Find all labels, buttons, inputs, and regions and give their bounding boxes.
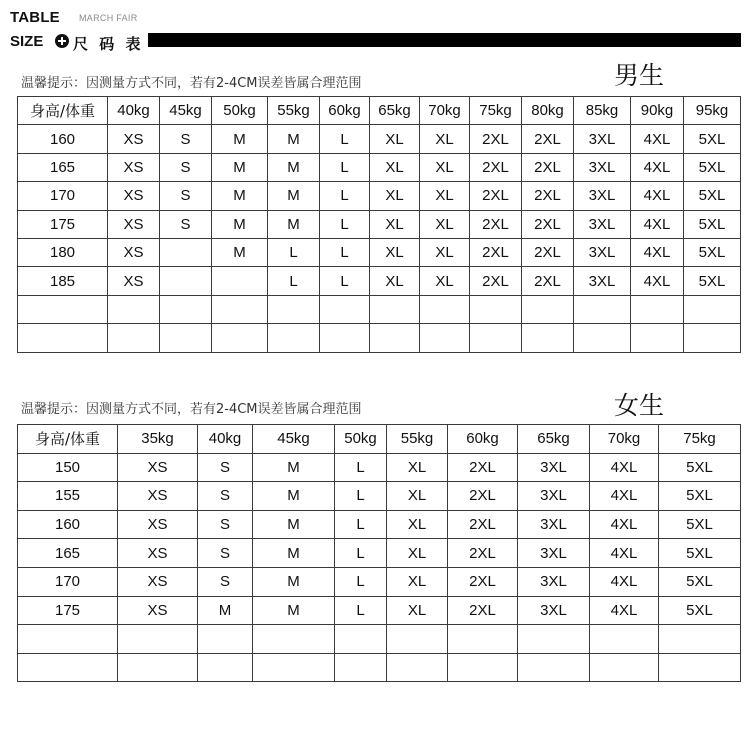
size-cell: M <box>212 182 268 210</box>
size-cell: XS <box>118 596 198 625</box>
size-cell <box>574 324 631 352</box>
size-cell: L <box>320 267 370 295</box>
size-cell: 3XL <box>574 182 631 210</box>
size-cell <box>320 295 370 323</box>
size-cell: XL <box>370 125 420 153</box>
weight-header: 75kg <box>470 97 522 125</box>
size-cell: M <box>212 153 268 181</box>
size-cell: S <box>160 153 212 181</box>
size-cell: XL <box>370 210 420 238</box>
size-cell: 5XL <box>684 210 741 238</box>
size-cell <box>684 324 741 352</box>
height-cell: 175 <box>18 596 118 625</box>
women-tip-note: 温馨提示：因测量方式不同，若有2-4CM误差皆属合理范围 <box>21 402 362 417</box>
size-cell: 4XL <box>631 238 684 266</box>
weight-header: 40kg <box>108 97 160 125</box>
weight-header: 70kg <box>420 97 470 125</box>
size-cell: 2XL <box>470 182 522 210</box>
size-cell: S <box>198 453 253 482</box>
size-cell: 3XL <box>518 596 590 625</box>
size-cell <box>518 625 590 654</box>
size-cell: XL <box>420 125 470 153</box>
size-cell: M <box>253 453 335 482</box>
size-cell: M <box>268 182 320 210</box>
weight-header: 55kg <box>268 97 320 125</box>
size-cell: L <box>268 267 320 295</box>
size-cell: L <box>320 153 370 181</box>
size-cell <box>590 625 659 654</box>
size-cell <box>522 324 574 352</box>
height-cell: 185 <box>18 267 108 295</box>
size-cell: 4XL <box>590 482 659 511</box>
size-cell: 5XL <box>659 596 741 625</box>
weight-header: 50kg <box>335 425 387 454</box>
size-cell <box>420 295 470 323</box>
weight-header: 60kg <box>448 425 518 454</box>
size-cell: 3XL <box>518 453 590 482</box>
size-cell: 2XL <box>470 210 522 238</box>
size-cell: XS <box>118 567 198 596</box>
size-cell: L <box>335 567 387 596</box>
weight-header: 70kg <box>590 425 659 454</box>
size-cell: XS <box>108 267 160 295</box>
height-cell: 160 <box>18 510 118 539</box>
table-row <box>18 324 741 352</box>
size-cell: 4XL <box>631 210 684 238</box>
size-cell: XS <box>118 482 198 511</box>
size-cell: 2XL <box>522 267 574 295</box>
size-cell: 3XL <box>574 153 631 181</box>
size-cell: XL <box>387 539 448 568</box>
size-cell: 5XL <box>659 453 741 482</box>
size-cell: 5XL <box>684 267 741 295</box>
size-cell: 2XL <box>448 596 518 625</box>
size-cell: M <box>253 539 335 568</box>
size-cell: 5XL <box>684 153 741 181</box>
size-cell: XL <box>387 567 448 596</box>
size-cell <box>522 295 574 323</box>
weight-header: 85kg <box>574 97 631 125</box>
size-cell <box>631 324 684 352</box>
size-cell: 5XL <box>659 539 741 568</box>
size-cell: 5XL <box>684 125 741 153</box>
size-cell: 4XL <box>590 596 659 625</box>
size-cell <box>160 295 212 323</box>
size-cell: XL <box>387 596 448 625</box>
height-cell: 155 <box>18 482 118 511</box>
size-cell: 3XL <box>518 482 590 511</box>
height-cell: 170 <box>18 567 118 596</box>
size-cell: 2XL <box>448 482 518 511</box>
title-chinese: 尺 码 表 <box>73 35 144 53</box>
size-cell: 3XL <box>574 267 631 295</box>
title-table-text: TABLE <box>10 9 60 26</box>
size-cell: 5XL <box>659 567 741 596</box>
size-cell: L <box>320 238 370 266</box>
size-cell: 2XL <box>522 238 574 266</box>
table-row <box>18 295 741 323</box>
size-cell: 4XL <box>631 267 684 295</box>
size-cell: 4XL <box>590 567 659 596</box>
size-cell: L <box>335 453 387 482</box>
size-cell: M <box>212 210 268 238</box>
weight-header: 35kg <box>118 425 198 454</box>
height-cell <box>18 653 118 682</box>
size-cell: M <box>253 567 335 596</box>
size-cell: 2XL <box>522 153 574 181</box>
size-cell: 2XL <box>470 125 522 153</box>
height-cell: 165 <box>18 539 118 568</box>
size-cell: M <box>253 510 335 539</box>
size-cell: L <box>320 210 370 238</box>
size-cell: 3XL <box>574 125 631 153</box>
size-cell <box>659 625 741 654</box>
title-size-text: SIZE <box>10 33 44 50</box>
height-cell <box>18 625 118 654</box>
size-cell <box>631 295 684 323</box>
weight-header: 95kg <box>684 97 741 125</box>
size-cell: 3XL <box>574 238 631 266</box>
women-size-table <box>17 424 741 682</box>
size-cell: L <box>320 125 370 153</box>
weight-header: 65kg <box>518 425 590 454</box>
brand-text: MARCH FAIR <box>79 13 138 23</box>
size-cell: 4XL <box>590 539 659 568</box>
height-cell: 160 <box>18 125 108 153</box>
size-cell: XL <box>387 453 448 482</box>
men-section-label: 男生 <box>614 61 665 90</box>
women-section-label: 女生 <box>614 391 665 420</box>
table-row <box>18 125 741 153</box>
size-cell <box>160 238 212 266</box>
size-cell: 2XL <box>522 182 574 210</box>
size-cell <box>684 295 741 323</box>
size-cell: XS <box>108 238 160 266</box>
weight-header: 45kg <box>253 425 335 454</box>
height-cell: 165 <box>18 153 108 181</box>
weight-header: 60kg <box>320 97 370 125</box>
size-cell: S <box>160 125 212 153</box>
size-cell <box>212 324 268 352</box>
weight-header: 45kg <box>160 97 212 125</box>
size-cell <box>659 653 741 682</box>
table-row <box>18 210 741 238</box>
size-cell: 4XL <box>590 453 659 482</box>
men-header-row <box>18 97 741 125</box>
size-cell: 3XL <box>518 510 590 539</box>
weight-header: 40kg <box>198 425 253 454</box>
size-cell <box>335 625 387 654</box>
size-cell: XL <box>370 182 420 210</box>
size-cell: XS <box>118 539 198 568</box>
size-cell: 2XL <box>522 125 574 153</box>
size-cell <box>387 653 448 682</box>
size-cell: L <box>335 539 387 568</box>
size-cell <box>320 324 370 352</box>
size-cell: XS <box>108 182 160 210</box>
table-row <box>18 267 741 295</box>
size-cell: 2XL <box>448 539 518 568</box>
height-cell <box>18 295 108 323</box>
weight-header: 50kg <box>212 97 268 125</box>
size-cell: 3XL <box>518 539 590 568</box>
size-cell <box>212 267 268 295</box>
size-cell <box>108 295 160 323</box>
size-cell: 2XL <box>522 210 574 238</box>
size-cell <box>268 324 320 352</box>
size-cell <box>335 653 387 682</box>
size-cell: XS <box>108 125 160 153</box>
size-cell <box>420 324 470 352</box>
size-cell: S <box>198 510 253 539</box>
height-cell: 150 <box>18 453 118 482</box>
table-row <box>18 453 741 482</box>
size-cell: M <box>253 482 335 511</box>
size-cell: M <box>212 238 268 266</box>
size-cell <box>198 653 253 682</box>
size-cell: 5XL <box>684 238 741 266</box>
table-row <box>18 539 741 568</box>
size-cell: M <box>268 125 320 153</box>
weight-header: 75kg <box>659 425 741 454</box>
size-cell: S <box>198 482 253 511</box>
size-cell: L <box>335 510 387 539</box>
size-cell: S <box>160 182 212 210</box>
size-cell <box>370 295 420 323</box>
size-cell <box>387 625 448 654</box>
size-cell <box>160 324 212 352</box>
size-cell <box>574 295 631 323</box>
size-cell: XS <box>118 453 198 482</box>
size-cell: S <box>198 567 253 596</box>
weight-header: 90kg <box>631 97 684 125</box>
size-cell: 2XL <box>448 510 518 539</box>
size-cell: M <box>253 596 335 625</box>
men-tip-note: 温馨提示：因测量方式不同，若有2-4CM误差皆属合理范围 <box>21 76 362 91</box>
size-cell <box>118 653 198 682</box>
size-cell: XL <box>420 238 470 266</box>
size-cell: XL <box>420 153 470 181</box>
size-cell <box>590 653 659 682</box>
table-row <box>18 153 741 181</box>
size-cell: M <box>212 125 268 153</box>
size-cell <box>160 267 212 295</box>
table-row <box>18 653 741 682</box>
size-cell <box>198 625 253 654</box>
plus-circle-icon <box>55 34 69 48</box>
table-row <box>18 596 741 625</box>
size-cell <box>108 324 160 352</box>
size-cell: 4XL <box>631 182 684 210</box>
size-cell: XL <box>420 182 470 210</box>
size-cell: 4XL <box>631 125 684 153</box>
size-cell: 4XL <box>590 510 659 539</box>
size-cell: 3XL <box>574 210 631 238</box>
size-cell <box>118 625 198 654</box>
weight-header: 55kg <box>387 425 448 454</box>
height-weight-header: 身高/体重 <box>18 97 108 125</box>
size-cell: L <box>268 238 320 266</box>
table-row <box>18 567 741 596</box>
size-cell <box>253 653 335 682</box>
size-cell: S <box>198 539 253 568</box>
size-cell: XL <box>420 210 470 238</box>
size-cell: M <box>268 153 320 181</box>
height-cell: 175 <box>18 210 108 238</box>
size-cell: L <box>335 596 387 625</box>
size-cell: XL <box>370 238 420 266</box>
weight-header: 80kg <box>522 97 574 125</box>
size-cell: XL <box>420 267 470 295</box>
size-cell <box>448 653 518 682</box>
size-cell: XL <box>370 267 420 295</box>
size-cell: 3XL <box>518 567 590 596</box>
size-cell <box>470 295 522 323</box>
size-cell: 4XL <box>631 153 684 181</box>
size-cell: XL <box>387 482 448 511</box>
women-header-row <box>18 425 741 454</box>
size-cell <box>212 295 268 323</box>
size-cell: M <box>268 210 320 238</box>
size-cell: XS <box>108 210 160 238</box>
size-cell: XL <box>370 153 420 181</box>
height-weight-header: 身高/体重 <box>18 425 118 454</box>
table-row <box>18 238 741 266</box>
size-cell: XS <box>108 153 160 181</box>
height-cell <box>18 324 108 352</box>
size-cell: XL <box>387 510 448 539</box>
table-row <box>18 625 741 654</box>
size-cell <box>470 324 522 352</box>
size-cell <box>253 625 335 654</box>
height-cell: 180 <box>18 238 108 266</box>
table-row <box>18 510 741 539</box>
weight-header: 65kg <box>370 97 420 125</box>
size-cell: 2XL <box>448 567 518 596</box>
size-cell: M <box>198 596 253 625</box>
height-cell: 170 <box>18 182 108 210</box>
size-cell: L <box>320 182 370 210</box>
size-cell: 2XL <box>470 238 522 266</box>
size-cell: XS <box>118 510 198 539</box>
size-cell: L <box>335 482 387 511</box>
men-size-table <box>17 96 741 353</box>
size-cell: 5XL <box>684 182 741 210</box>
size-cell: 2XL <box>470 153 522 181</box>
size-cell: S <box>160 210 212 238</box>
size-cell: 2XL <box>470 267 522 295</box>
table-row <box>18 182 741 210</box>
size-cell <box>370 324 420 352</box>
size-cell: 5XL <box>659 510 741 539</box>
size-cell <box>268 295 320 323</box>
size-cell: 2XL <box>448 453 518 482</box>
size-cell: 5XL <box>659 482 741 511</box>
size-cell <box>518 653 590 682</box>
size-cell <box>448 625 518 654</box>
header-divider-bar <box>148 33 741 47</box>
table-row <box>18 482 741 511</box>
